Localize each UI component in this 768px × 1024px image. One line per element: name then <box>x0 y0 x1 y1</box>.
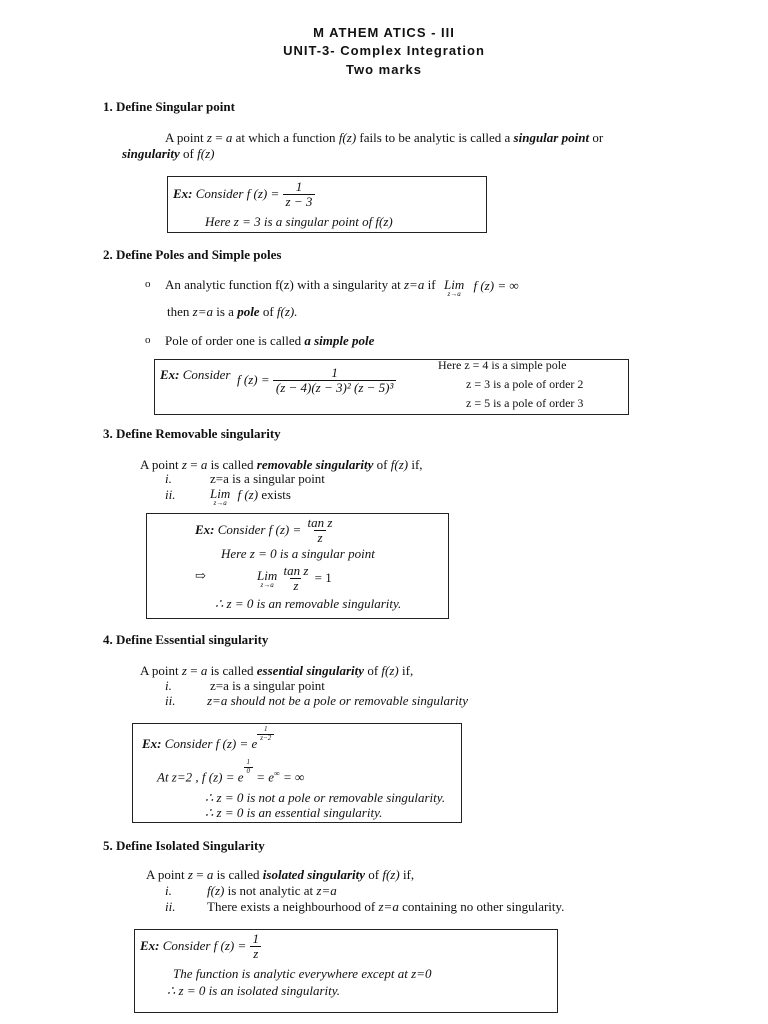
q3-cond-ii-label: ii. <box>165 487 176 502</box>
q4-cond-ii: z=a should not be a pole or removable singularity <box>207 693 469 708</box>
q5-definition: A point z = a is called isolated singularity of f(z) if, <box>146 867 415 882</box>
q2-title: 2. Define Poles and Simple poles <box>103 247 282 262</box>
q5-example-conclusion: ∴ z = 0 is an isolated singularity. <box>167 983 341 998</box>
q1-example-box <box>167 176 487 233</box>
bullet-icon: o <box>145 278 151 290</box>
q4-definition: A point z = a is called essential singularity of f(z) if, <box>140 663 414 678</box>
doc-title: M ATHEM ATICS - III <box>313 25 455 40</box>
q1-example-formula: Ex: Consider f (z) = $\frac{1}{z - 3}$ <box>173 180 315 210</box>
q1-definition-line2: singularity of f(z) <box>122 146 215 161</box>
q4-example-box <box>132 723 462 823</box>
q4-example-formula: Ex: Consider f (z) = e $\frac{1}{z-2}$ <box>142 736 274 752</box>
q4-cond-i: z=a is a singular point <box>210 678 325 693</box>
q2-bullet1-line1: An analytic function f(z) with a singularity at z=a if <box>165 277 436 292</box>
q5-cond-ii: There exists a neighbourhood of z=a containing no other singularity. <box>207 899 565 914</box>
q2-note-simple-pole: Here z = 4 is a simple pole <box>438 358 567 372</box>
subtitle: Two marks <box>346 62 422 77</box>
q5-example-note: The function is analytic everywhere except at z=0 <box>173 966 432 981</box>
q3-definition: A point z = a is called removable singularity of f(z) if, <box>140 457 423 472</box>
q3-example-formula: Ex: Consider f (z) = $\frac{\text{tan z}}{z}$ <box>195 515 333 546</box>
bullet-icon: o <box>145 334 151 346</box>
q3-cond-ii: Lim z→a f (z) exists <box>210 486 291 507</box>
q5-example-box <box>134 929 558 1013</box>
q3-example-limit: Lim z→a $\frac{\text{tan z}}{z}$ = 1 <box>257 563 332 594</box>
q3-example-box <box>146 513 449 619</box>
q3-example-note: Here z = 0 is a singular point <box>221 546 375 561</box>
q4-title: 4. Define Essential singularity <box>103 632 269 647</box>
q1-definition-line1: A point z = a at which a function f(z) fails to be analytic is called a singular point or <box>165 130 604 145</box>
q2-example-formula: f (z) = $\frac{1}{\text{(z − 4)(z − 3)² (z − 5)³}}$ <box>237 366 396 396</box>
q4-example-conclusion-1: ∴ z = 0 is not a pole or removable singularity. <box>205 790 446 805</box>
q3-example-conclusion: ∴ z = 0 is an removable singularity. <box>215 596 402 611</box>
q2-note-order-3: z = 5 is a pole of order 3 <box>466 396 584 410</box>
q4-example-conclusion-2: ∴ z = 0 is an essential singularity. <box>205 805 383 820</box>
q4-cond-i-label: i. <box>165 678 172 693</box>
q5-cond-ii-label: ii. <box>165 899 176 914</box>
q1-example-note: Here z = 3 is a singular point of f(z) <box>205 214 393 229</box>
q2-note-order-2: z = 3 is a pole of order 2 <box>466 377 584 391</box>
q1-title: 1. Define Singular point <box>103 99 235 114</box>
q3-cond-i: z=a is a singular point <box>210 471 325 486</box>
q2-example-label: Ex: Consider <box>160 367 231 382</box>
q2-bullet2: Pole of order one is called a simple pole <box>165 333 375 348</box>
q5-title: 5. Define Isolated Singularity <box>103 838 265 853</box>
arrow-right-icon: ⇨ <box>195 568 206 583</box>
q3-cond-i-label: i. <box>165 471 172 486</box>
q4-cond-ii-label: ii. <box>165 693 176 708</box>
unit-title: UNIT-3- Complex Integration <box>283 43 485 58</box>
q4-example-at-z2: At z=2 , f (z) = e $\frac{1}{0}$ = e∞ = ∞ <box>157 758 305 785</box>
q2-bullet1-line2: then z=a is a pole of f(z). <box>167 304 298 319</box>
q5-cond-i-label: i. <box>165 883 172 898</box>
q5-cond-i: f(z) is not analytic at z=a <box>207 883 337 898</box>
q5-example-formula: Ex: Consider f (z) = $\frac{1}{z}$ <box>140 932 262 962</box>
q3-title: 3. Define Removable singularity <box>103 426 281 441</box>
q2-limit: Lim z→a f (z) = ∞ <box>444 277 519 298</box>
